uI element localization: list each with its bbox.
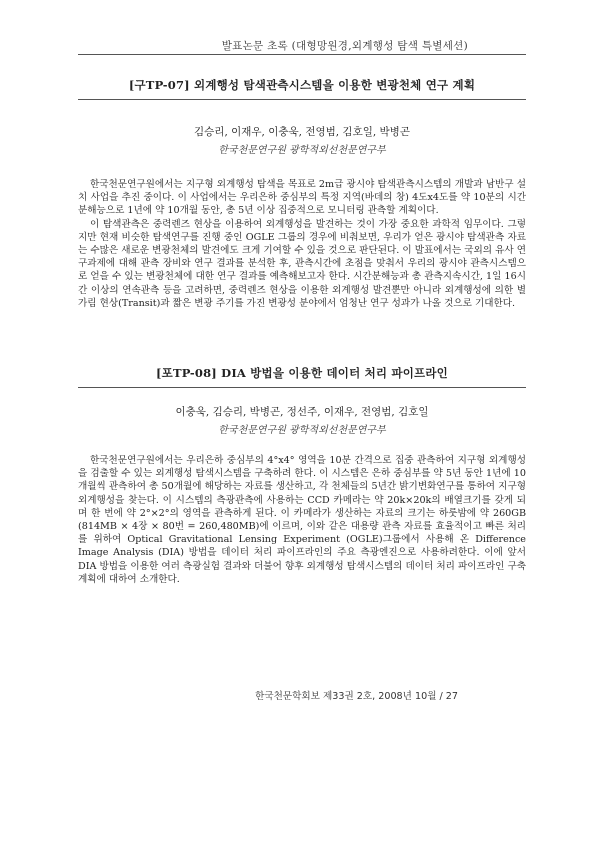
title-divider <box>78 99 526 100</box>
abstract-paragraph: 한국천문연구원에서는 우리은하 중심부의 4°x4° 영역을 10분 간격으로 집중 관측하여 지구형 외계행성을 검출할 수 있는 외계행성 탐색시스템을 구축하려 한다. 이 시스템은 은하 중심부를 약 5년 동안 1년에 10개월씩 관측하여 총 50개월에 해당하는 자료를 생산하고, 각 천체들의 5년간 밝기변화연구를 통하여 지구형 외계행성을 찾는다. 이 시스템의 측광관측에 사용하는 CCD 카메라는 약 20k×20k의 배열크기를 갖게 되며 한 번에 약 2°×2°의 영역을 관측하게 된다. 이 카메라가 생산하는 자료의 크기는 하룻밤에 약 260GB (814MB × 4장 × 80번 = 260,480MB)에 이르며, 이와 같은 대용량 관측 자료를 효율적이고 빠른 처리를 위하여 Optical Gravitational Lensing Experiment (OGLE)그룹에서 사용해 온 Difference Image Analysis (DIA) 방법을 데이터 처리 파이프라인의 주요 측광엔진으로 사용하려한다. 이에 앞서 DIA 방법을 이용한 여러 측광실험 결과와 더불어 향후 외계행성 탐색시스템의 데이터 처리 파이프라인 구축계획에 대하여 소개한다. <box>78 455 526 585</box>
abstract-tp08 <box>78 365 526 586</box>
author-list: 김승리, 이재우, 이충욱, 전영범, 김호일, 박병곤 <box>194 126 410 138</box>
abstract-tp07 <box>78 77 526 310</box>
page-footer: 한국천문학회보 제33권 2호, 2008년 10월 / 27 <box>255 691 458 702</box>
abstract-paragraph: 한국천문연구원에서는 지구형 외계행성 탐색을 목표로 2m급 광시야 탐색관측시스템의 개발과 남반구 설치 사업을 추진 중이다. 이 사업에서는 우리은하 중심부의 특정 지역(바데의 창) 4도x4도를 약 10분의 시간분해능으로 1년에 약 10개월 동안, 총 5년 이상 집중적으로 모니터링 관측할 계획이다. <box>78 179 526 217</box>
header-divider <box>78 54 526 55</box>
abstract-title: [포TP-08] DIA 방법을 이용한 데이터 처리 파이프라인 <box>156 366 448 380</box>
abstract-paragraph: 이 탐색관측은 중력렌즈 현상을 이용하여 외계행성을 발견하는 것이 가장 중요한 과학적 임무이다. 그렇지만 현재 비슷한 탐색연구를 진행 중인 OGLE 그룹의 경우에 비춰보면, 우리가 얻은 광시야 탐색관측 자료는 수많은 새로운 변광천체의 발견에도 크게 기여할 수 있을 것으로 판단된다. 이 발표에서는 국외의 유사 연구과제에 대해 관측 장비와 연구 결과를 분석한 후, 관측시간에 초점을 맞춰서 우리의 광시야 관측시스템으로 얻을 수 있는 변광천체에 대한 연구 결과를 예측해보고자 한다. 시간분해능과 총 관측지속시간, 1일 16시간 이상의 연속관측 등을 고려하면, 중력렌즈 현상을 이용한 외계행성 발견뿐만 아니라 외계행성에 의한 별가림 현상(Transit)과 짧은 변광 주기를 가진 변광성 분야에서 엄청난 연구 성과가 나올 것으로 기대한다. <box>78 218 526 309</box>
affiliation: 한국천문연구원 광학적외선천문연구부 <box>218 145 386 156</box>
author-list: 이충욱, 김승리, 박병곤, 정선주, 이재우, 전영범, 김호일 <box>175 406 429 418</box>
affiliation: 한국천문연구원 광학적외선천문연구부 <box>218 425 386 436</box>
title-divider <box>78 387 526 388</box>
running-header: 발표논문 초록 (대형망원경,외계행성 탐색 특별세션) <box>221 40 468 52</box>
abstract-title: [구TP-07] 외계행성 탐색관측시스템을 이용한 변광천체 연구 계획 <box>128 78 476 92</box>
